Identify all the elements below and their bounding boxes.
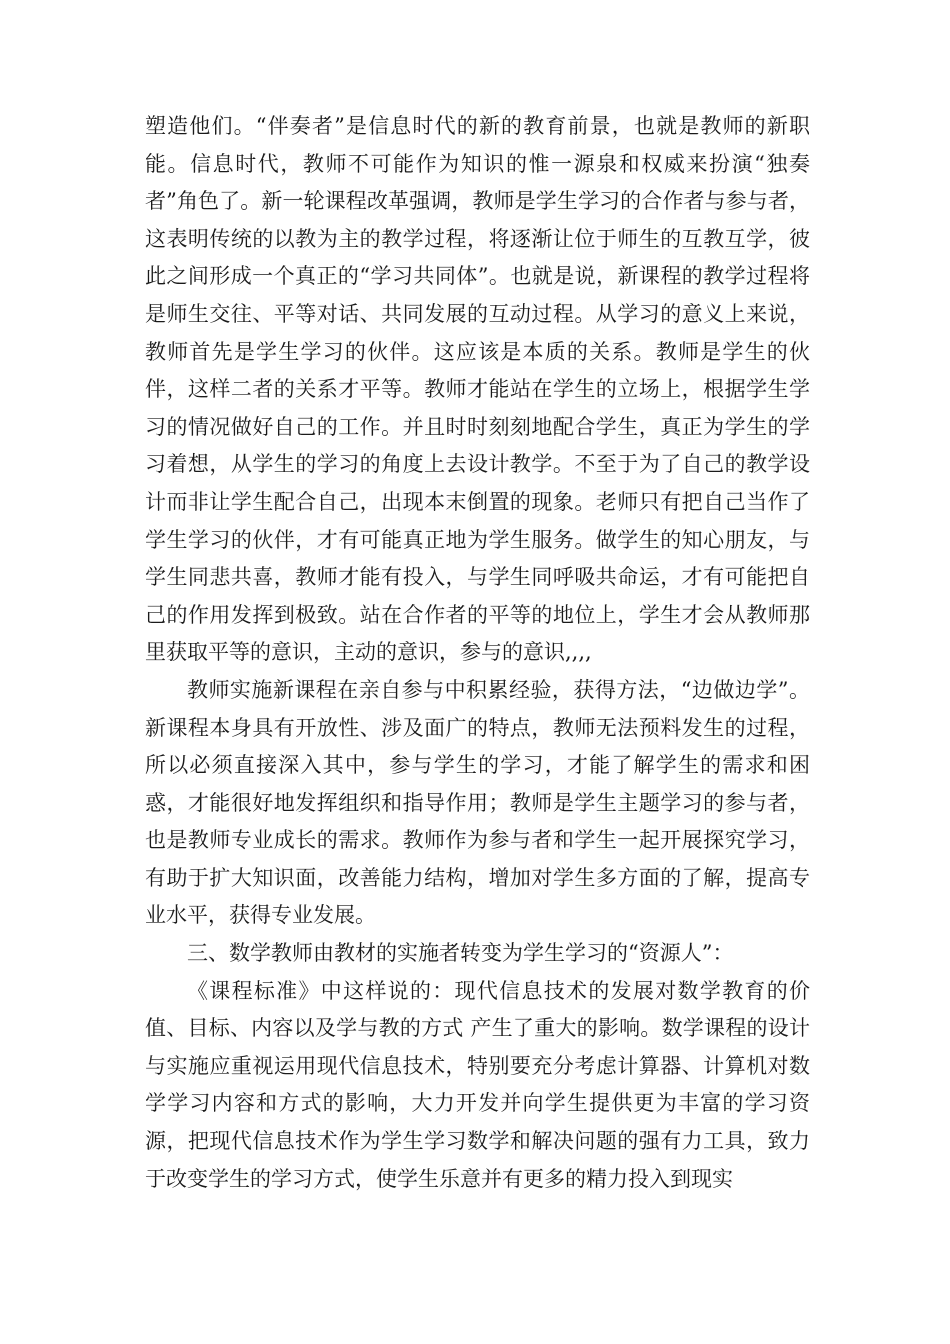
paragraph-teacher-as-partner: 塑造他们。“伴奏者”是信息时代的新的教育前景，也就是教师的新职能。信息时代，教师不可能作为知识的惟一源泉和权威来扮演“独奏者”角色了。新一轮课程改革强调，教师是学生学习的合作者与参与者，这表明传统的以教为主的教学过程，将逐渐让位于师生的互教互学，彼此之间形成一个真正的“学习共同体”。也就是说，新课程的教学过程将是师生交往、平等对话、共同发展的互动过程。从学习的意义上来说，教师首先是学生学习的伙伴。这应该是本质的关系。教师是学生的伙伴，这样二者的关系才平等。教师才能站在学生的立场上，根据学生学习的情况做好自己的工作。并且时时刻刻地配合学生，真正为学生的学习着想，从学生的学习的角度上去设计教学。不至于为了自己的教学设计而非让学生配合自己，出现本末倒置的现象。老师只有把自己当作了学生学习的伙伴，才有可能真正地为学生服务。做学生的知心朋友，与学生同悲共喜，教师才能有投入，与学生同呼吸共命运，才有可能把自己的作用发挥到极致。站在合作者的平等的地位上，学生才会从教师那里获取平等的意识，主动的意识，参与的意识,,,, (145, 114, 810, 665)
section-heading-resource-person: 三、数学教师由教材的实施者转变为学生学习的“资源人”： (187, 941, 734, 966)
document-body (145, 108, 810, 1198)
paragraph-curriculum-standard: 《课程标准》中这样说的：现代信息技术的发展对数学教育的价值、目标、内容以及学与教的方式 产生了重大的影响。数学课程的设计与实施应重视运用现代信息技术，特别要充分考虑计算器、计算机对数学学习内容和方式的影响，大力开发并向学生提供更为丰富的学习资源，把现代信息技术作为学生学习数学和解决问题的强有力工具，致力于改变学生的学习方式，使学生乐意并有更多的精力投入到现实 (145, 978, 810, 1191)
paragraph-learn-by-doing: 教师实施新课程在亲自参与中积累经验，获得方法，“边做边学”。新课程本身具有开放性、涉及面广的特点，教师无法预料发生的过程，所以必须直接深入其中，参与学生的学习，才能了解学生的需求和困惑，才能很好地发挥组织和指导作用；教师是学生主题学习的参与者，也是教师专业成长的需求。教师作为参与者和学生一起开展探究学习，有助于扩大知识面，改善能力结构，增加对学生多方面的了解，提高专业水平，获得专业发展。 (145, 677, 810, 928)
